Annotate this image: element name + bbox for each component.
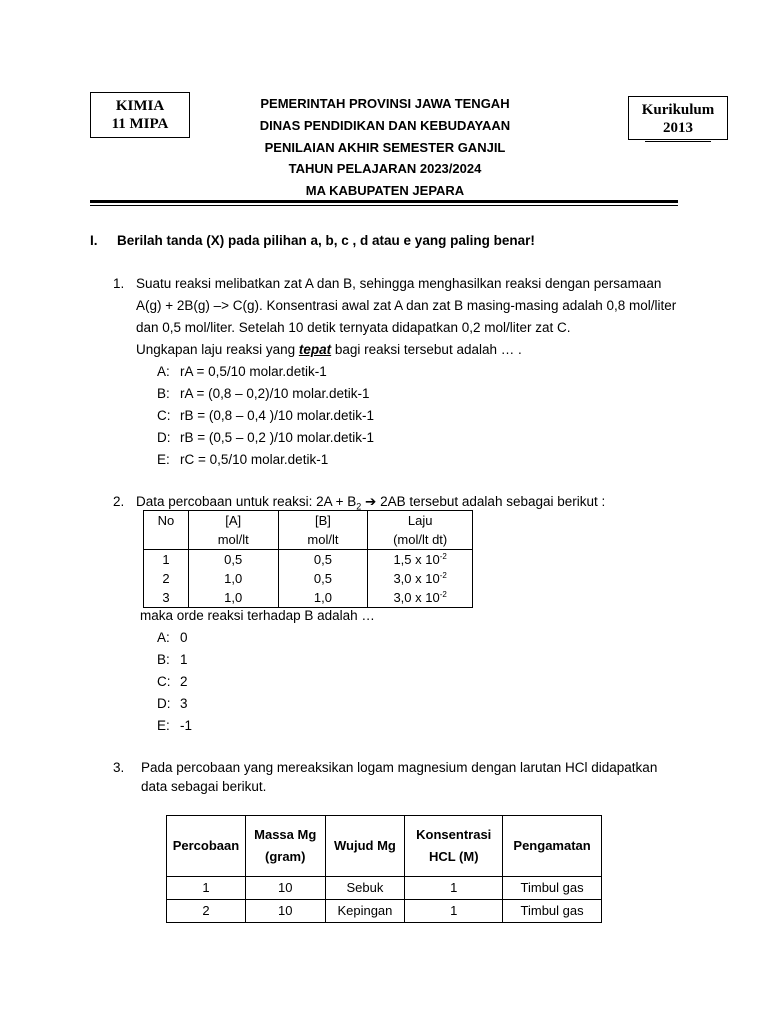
- rate-value: 3,0 x 10: [393, 571, 440, 586]
- option-text: rB = (0,5 – 0,2 )/10 molar.detik-1: [180, 430, 374, 445]
- header-line: PENILAIAN AKHIR SEMESTER GANJIL: [264, 139, 506, 155]
- exam-header: [220, 93, 550, 202]
- table-cell: 10: [245, 900, 325, 923]
- table-row: [167, 877, 602, 900]
- table-cell: Kepingan: [325, 900, 405, 923]
- option-key[interactable]: D:: [157, 430, 171, 445]
- table-row: [144, 569, 473, 588]
- option-text: 0: [180, 630, 188, 645]
- option-text: -1: [180, 718, 193, 733]
- table-cell: Timbul gas: [503, 900, 602, 923]
- table-header-row: [144, 530, 473, 550]
- table-cell: 1: [405, 877, 503, 900]
- table-cell: 0,5: [278, 550, 368, 570]
- option-text: 2: [180, 674, 188, 689]
- header-cell: Pengamatan: [503, 816, 602, 877]
- option-text: 3: [180, 696, 188, 711]
- header-line: (gram): [264, 849, 306, 864]
- question-3-number: 3.: [113, 760, 125, 775]
- option-text: 1: [180, 652, 188, 667]
- question-1-line: A(g) + 2B(g) –> C(g). Konsentrasi awal zat A dan zat B masing-masing adalah 0,8 mol/liter: [136, 298, 677, 313]
- table-cell: Timbul gas: [503, 877, 602, 900]
- header-cell: Percobaan: [167, 816, 246, 877]
- option-key[interactable]: C:: [157, 674, 171, 689]
- question-3-line: Pada percobaan yang mereaksikan logam magnesium dengan larutan HCl didapatkan: [141, 760, 658, 775]
- table-cell: 1,0: [188, 588, 278, 608]
- question-1-number: 1.: [113, 276, 125, 291]
- table-cell: 0,5: [278, 569, 368, 588]
- header-cell: [245, 816, 325, 877]
- header-divider-thin: [90, 205, 678, 206]
- rate-value: 3,0 x 10: [393, 590, 440, 605]
- table-header-row: [144, 511, 473, 531]
- rate-exponent: -2: [439, 590, 447, 599]
- rate-value: 1,5 x 10: [393, 552, 440, 567]
- header-cell: No: [144, 511, 189, 531]
- table-header-row: [167, 816, 602, 877]
- table-cell: [368, 569, 473, 588]
- prompt-text: Ungkapan laju reaksi yang: [136, 342, 299, 357]
- header-line: MA KABUPATEN JEPARA: [305, 183, 465, 199]
- table-cell: 3: [144, 588, 189, 608]
- section-instruction: Berilah tanda (X) pada pilihan a, b, c , d atau e yang paling benar!: [117, 233, 535, 248]
- option-key[interactable]: B:: [157, 652, 170, 667]
- header-line: Massa Mg: [254, 827, 317, 842]
- table-cell: 2: [167, 900, 246, 923]
- header-cell: [144, 530, 189, 550]
- emphasis-word: tepat: [298, 342, 332, 357]
- question-1-line: Suatu reaksi melibatkan zat A dan B, sehingga menghasilkan reaksi dengan persamaan: [136, 276, 662, 291]
- header-line: PEMERINTAH PROVINSI JAWA TENGAH: [260, 96, 510, 111]
- class-label: 11 MIPA: [111, 116, 169, 132]
- table-cell: [368, 588, 473, 608]
- subject-box: [90, 92, 190, 138]
- curriculum-label: Kurikulum: [641, 102, 715, 118]
- table-cell: [368, 550, 473, 570]
- table-cell: 2: [144, 569, 189, 588]
- header-line: HCL (M): [428, 849, 479, 864]
- table-cell: 1: [167, 877, 246, 900]
- header-cell: (mol/lt dt): [368, 530, 473, 550]
- option-text: rA = (0,8 – 0,2)/10 molar.detik-1: [180, 386, 370, 401]
- option-key[interactable]: E:: [157, 452, 170, 467]
- option-text: rA = 0,5/10 molar.detik-1: [180, 364, 327, 379]
- option-key[interactable]: E:: [157, 718, 170, 733]
- arrow-icon: ➔: [365, 494, 377, 509]
- header-cell: Laju: [368, 511, 473, 531]
- option-text: rB = (0,8 – 0,4 )/10 molar.detik-1: [180, 408, 374, 423]
- table-cell: 0,5: [188, 550, 278, 570]
- stem-text: Data percobaan untuk reaksi: 2A + B: [136, 494, 357, 509]
- section-number: I.: [90, 233, 98, 248]
- table-cell: 1: [144, 550, 189, 570]
- table-cell: 1,0: [278, 588, 368, 608]
- option-key[interactable]: D:: [157, 696, 171, 711]
- header-line: Konsentrasi: [416, 827, 492, 842]
- table-cell: 1: [405, 900, 503, 923]
- rate-exponent: -2: [439, 571, 447, 580]
- prompt-text: bagi reaksi tersebut adalah … .: [331, 342, 522, 357]
- rate-data-table: [143, 510, 473, 608]
- option-key[interactable]: B:: [157, 386, 170, 401]
- question-2-number: 2.: [113, 494, 125, 509]
- table-cell: 10: [245, 877, 325, 900]
- question-3-line: data sebagai berikut.: [141, 779, 267, 794]
- header-cell: [B]: [278, 511, 368, 531]
- table-cell: Sebuk: [325, 877, 405, 900]
- curriculum-box: [628, 96, 728, 140]
- header-cell: mol/lt: [188, 530, 278, 550]
- subscript: 2: [356, 501, 362, 512]
- option-text: rC = 0,5/10 molar.detik-1: [180, 452, 329, 467]
- curriculum-year: 2013: [663, 120, 693, 136]
- question-1-prompt: [136, 339, 522, 361]
- question-2-followup: maka orde reaksi terhadap B adalah …: [140, 608, 375, 623]
- question-1-line: dan 0,5 mol/liter. Setelah 10 detik ternyata didapatkan 0,2 mol/liter zat C.: [136, 320, 571, 335]
- option-key[interactable]: C:: [157, 408, 171, 423]
- subject-label: KIMIA: [115, 98, 165, 114]
- magnesium-data-table: [166, 815, 602, 923]
- table-cell: 1,0: [188, 569, 278, 588]
- header-cell: mol/lt: [278, 530, 368, 550]
- table-row: [144, 550, 473, 570]
- header-cell: [405, 816, 503, 877]
- header-line: TAHUN PELAJARAN 2023/2024: [288, 161, 482, 177]
- rate-exponent: -2: [439, 552, 447, 561]
- option-key[interactable]: A:: [157, 364, 170, 379]
- header-cell: [A]: [188, 511, 278, 531]
- table-row: [167, 900, 602, 923]
- option-key[interactable]: A:: [157, 630, 170, 645]
- header-line: DINAS PENDIDIKAN DAN KEBUDAYAAN: [259, 117, 511, 133]
- header-divider-thick: [90, 200, 678, 203]
- stem-text: 2AB tersebut adalah sebagai berikut :: [376, 494, 606, 509]
- header-cell: Wujud Mg: [325, 816, 405, 877]
